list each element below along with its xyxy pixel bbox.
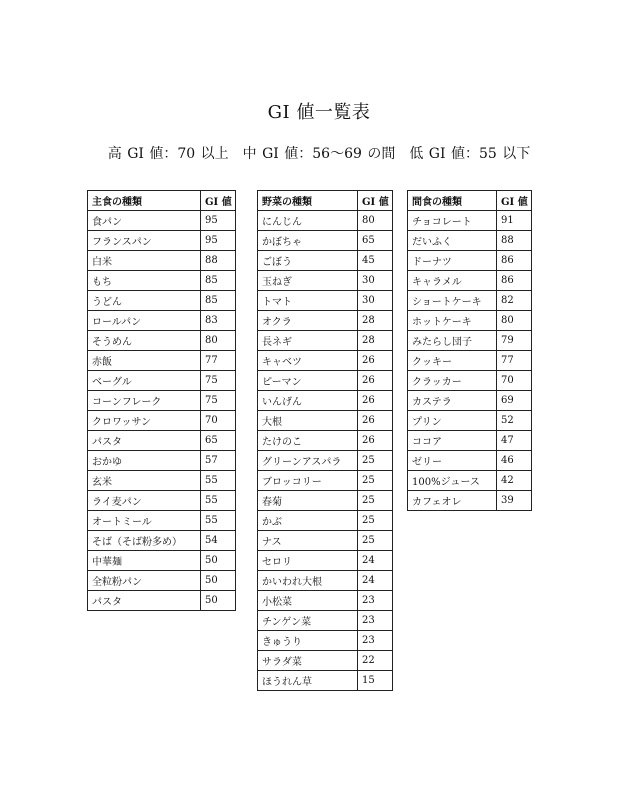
food-name-cell: 大根 bbox=[258, 411, 358, 431]
food-name-cell: かいわれ大根 bbox=[258, 571, 358, 591]
vegetable-table bbox=[257, 190, 393, 691]
table-row bbox=[258, 431, 393, 451]
table-row bbox=[88, 231, 236, 251]
gi-value-cell: 70 bbox=[201, 411, 236, 431]
table-row bbox=[408, 271, 532, 291]
table-row bbox=[408, 331, 532, 351]
gi-value-cell: 15 bbox=[358, 671, 393, 691]
gi-value-cell: 50 bbox=[201, 551, 236, 571]
column-header-type: 間食の種類 bbox=[408, 191, 497, 211]
gi-value-cell: 39 bbox=[497, 491, 532, 511]
food-name-cell: キャラメル bbox=[408, 271, 497, 291]
food-name-cell: 春菊 bbox=[258, 491, 358, 511]
food-name-cell: 小松菜 bbox=[258, 591, 358, 611]
gi-value-cell: 82 bbox=[497, 291, 532, 311]
table-row bbox=[258, 571, 393, 591]
table-row bbox=[408, 231, 532, 251]
food-name-cell: たけのこ bbox=[258, 431, 358, 451]
gi-value-cell: 52 bbox=[497, 411, 532, 431]
table-row bbox=[88, 531, 236, 551]
gi-value-cell: 26 bbox=[358, 431, 393, 451]
food-name-cell: みたらし団子 bbox=[408, 331, 497, 351]
table-row bbox=[88, 311, 236, 331]
food-name-cell: グリーンアスパラ bbox=[258, 451, 358, 471]
table-row bbox=[88, 251, 236, 271]
food-name-cell: 白米 bbox=[88, 251, 201, 271]
food-name-cell: クッキー bbox=[408, 351, 497, 371]
table-row bbox=[408, 371, 532, 391]
table-row bbox=[258, 531, 393, 551]
food-name-cell: もち bbox=[88, 271, 201, 291]
gi-value-cell: 88 bbox=[201, 251, 236, 271]
food-name-cell: チョコレート bbox=[408, 211, 497, 231]
table-row bbox=[408, 391, 532, 411]
gi-value-cell: 80 bbox=[201, 331, 236, 351]
gi-value-cell: 46 bbox=[497, 451, 532, 471]
table-row bbox=[88, 331, 236, 351]
table-row bbox=[88, 391, 236, 411]
table-row bbox=[408, 251, 532, 271]
gi-value-cell: 80 bbox=[358, 211, 393, 231]
gi-value-cell: 26 bbox=[358, 391, 393, 411]
table-row bbox=[258, 451, 393, 471]
page-title: GI 値一覧表 bbox=[267, 102, 371, 123]
food-name-cell: クロワッサン bbox=[88, 411, 201, 431]
food-name-cell: そば（そば粉多め） bbox=[88, 531, 201, 551]
table-row bbox=[258, 511, 393, 531]
food-name-cell: ココア bbox=[408, 431, 497, 451]
gi-value-cell: 86 bbox=[497, 251, 532, 271]
food-name-cell: うどん bbox=[88, 291, 201, 311]
food-name-cell: ゼリー bbox=[408, 451, 497, 471]
table-row bbox=[408, 451, 532, 471]
food-name-cell: ナス bbox=[258, 531, 358, 551]
gi-value-cell: 95 bbox=[201, 231, 236, 251]
gi-legend: 高 GI 値：70 以上 中 GI 値：56〜69 の間 低 GI 値：55 以下 bbox=[107, 146, 531, 162]
table-row bbox=[88, 431, 236, 451]
food-name-cell: ブロッコリー bbox=[258, 471, 358, 491]
food-name-cell: オクラ bbox=[258, 311, 358, 331]
food-name-cell: ロールパン bbox=[88, 311, 201, 331]
gi-value-cell: 83 bbox=[201, 311, 236, 331]
table-row bbox=[408, 291, 532, 311]
food-name-cell: フランスパン bbox=[88, 231, 201, 251]
table-row bbox=[258, 471, 393, 491]
table-row bbox=[408, 351, 532, 371]
table-row bbox=[408, 431, 532, 451]
gi-value-cell: 25 bbox=[358, 471, 393, 491]
food-name-cell: トマト bbox=[258, 291, 358, 311]
table-row bbox=[258, 411, 393, 431]
gi-value-cell: 26 bbox=[358, 411, 393, 431]
food-name-cell: かぶ bbox=[258, 511, 358, 531]
food-name-cell: パスタ bbox=[88, 591, 201, 611]
gi-value-cell: 85 bbox=[201, 271, 236, 291]
food-name-cell: 玉ねぎ bbox=[258, 271, 358, 291]
gi-value-cell: 88 bbox=[497, 231, 532, 251]
table-row bbox=[88, 211, 236, 231]
table-row bbox=[258, 371, 393, 391]
staple-food-table bbox=[87, 190, 236, 611]
food-name-cell: 全粒粉パン bbox=[88, 571, 201, 591]
food-name-cell: かぼちゃ bbox=[258, 231, 358, 251]
food-name-cell: ピーマン bbox=[258, 371, 358, 391]
gi-value-cell: 55 bbox=[201, 471, 236, 491]
food-name-cell: プリン bbox=[408, 411, 497, 431]
column-header-type: 主食の種類 bbox=[88, 191, 201, 211]
food-name-cell: コーンフレーク bbox=[88, 391, 201, 411]
food-name-cell: ドーナツ bbox=[408, 251, 497, 271]
food-name-cell: 食パン bbox=[88, 211, 201, 231]
table-row bbox=[258, 651, 393, 671]
gi-value-cell: 95 bbox=[201, 211, 236, 231]
table-row bbox=[88, 591, 236, 611]
gi-value-cell: 23 bbox=[358, 591, 393, 611]
table-row bbox=[408, 211, 532, 231]
table-row bbox=[408, 411, 532, 431]
food-name-cell: カステラ bbox=[408, 391, 497, 411]
table-row bbox=[258, 311, 393, 331]
table-row bbox=[408, 471, 532, 491]
table-row bbox=[258, 551, 393, 571]
gi-value-cell: 24 bbox=[358, 551, 393, 571]
food-name-cell: オートミール bbox=[88, 511, 201, 531]
table-row bbox=[258, 611, 393, 631]
gi-value-cell: 26 bbox=[358, 371, 393, 391]
table-row bbox=[88, 371, 236, 391]
gi-value-cell: 91 bbox=[497, 211, 532, 231]
table-header-row bbox=[258, 191, 393, 211]
food-name-cell: ライ麦パン bbox=[88, 491, 201, 511]
gi-value-cell: 25 bbox=[358, 491, 393, 511]
table-row bbox=[258, 351, 393, 371]
gi-value-cell: 55 bbox=[201, 491, 236, 511]
table-row bbox=[258, 271, 393, 291]
table-row bbox=[88, 471, 236, 491]
gi-value-cell: 42 bbox=[497, 471, 532, 491]
gi-value-cell: 22 bbox=[358, 651, 393, 671]
column-header-gi: GI 値 bbox=[201, 191, 236, 211]
gi-value-cell: 69 bbox=[497, 391, 532, 411]
table-row bbox=[408, 311, 532, 331]
food-name-cell: だいふく bbox=[408, 231, 497, 251]
gi-value-cell: 85 bbox=[201, 291, 236, 311]
gi-value-cell: 23 bbox=[358, 611, 393, 631]
gi-value-cell: 47 bbox=[497, 431, 532, 451]
gi-value-cell: 25 bbox=[358, 531, 393, 551]
gi-value-cell: 75 bbox=[201, 391, 236, 411]
food-name-cell: にんじん bbox=[258, 211, 358, 231]
table-row bbox=[258, 591, 393, 611]
food-name-cell: ショートケーキ bbox=[408, 291, 497, 311]
food-name-cell: 長ネギ bbox=[258, 331, 358, 351]
gi-value-cell: 30 bbox=[358, 291, 393, 311]
food-name-cell: 玄米 bbox=[88, 471, 201, 491]
gi-value-cell: 54 bbox=[201, 531, 236, 551]
table-row bbox=[258, 391, 393, 411]
table-row bbox=[88, 291, 236, 311]
gi-value-cell: 79 bbox=[497, 331, 532, 351]
gi-value-cell: 50 bbox=[201, 591, 236, 611]
table-row bbox=[88, 551, 236, 571]
gi-value-cell: 50 bbox=[201, 571, 236, 591]
gi-value-cell: 26 bbox=[358, 351, 393, 371]
gi-value-cell: 70 bbox=[497, 371, 532, 391]
gi-value-cell: 45 bbox=[358, 251, 393, 271]
table-header-row bbox=[408, 191, 532, 211]
food-name-cell: セロリ bbox=[258, 551, 358, 571]
table-row bbox=[88, 511, 236, 531]
food-name-cell: 中華麺 bbox=[88, 551, 201, 571]
gi-value-cell: 28 bbox=[358, 311, 393, 331]
food-name-cell: キャベツ bbox=[258, 351, 358, 371]
food-name-cell: ごぼう bbox=[258, 251, 358, 271]
gi-value-cell: 77 bbox=[497, 351, 532, 371]
gi-value-cell: 25 bbox=[358, 451, 393, 471]
gi-value-cell: 23 bbox=[358, 631, 393, 651]
column-header-gi: GI 値 bbox=[497, 191, 532, 211]
table-row bbox=[88, 271, 236, 291]
food-name-cell: ホットケーキ bbox=[408, 311, 497, 331]
table-row bbox=[258, 671, 393, 691]
food-name-cell: サラダ菜 bbox=[258, 651, 358, 671]
food-name-cell: ベーグル bbox=[88, 371, 201, 391]
food-name-cell: カフェオレ bbox=[408, 491, 497, 511]
table-row bbox=[88, 411, 236, 431]
gi-value-cell: 77 bbox=[201, 351, 236, 371]
table-row bbox=[258, 291, 393, 311]
food-name-cell: クラッカー bbox=[408, 371, 497, 391]
gi-value-cell: 75 bbox=[201, 371, 236, 391]
food-name-cell: おかゆ bbox=[88, 451, 201, 471]
gi-value-cell: 57 bbox=[201, 451, 236, 471]
gi-value-cell: 25 bbox=[358, 511, 393, 531]
table-row bbox=[258, 231, 393, 251]
table-row bbox=[88, 351, 236, 371]
table-row bbox=[88, 491, 236, 511]
food-name-cell: パスタ bbox=[88, 431, 201, 451]
table-row bbox=[88, 451, 236, 471]
gi-value-cell: 86 bbox=[497, 271, 532, 291]
food-name-cell: きゅうり bbox=[258, 631, 358, 651]
gi-value-cell: 28 bbox=[358, 331, 393, 351]
table-row bbox=[258, 631, 393, 651]
gi-value-cell: 55 bbox=[201, 511, 236, 531]
table-row bbox=[258, 331, 393, 351]
food-name-cell: ほうれん草 bbox=[258, 671, 358, 691]
table-row bbox=[258, 251, 393, 271]
food-name-cell: いんげん bbox=[258, 391, 358, 411]
snack-table bbox=[407, 190, 532, 511]
gi-value-cell: 65 bbox=[201, 431, 236, 451]
table-row bbox=[258, 211, 393, 231]
food-name-cell: チンゲン菜 bbox=[258, 611, 358, 631]
table-row bbox=[408, 491, 532, 511]
gi-value-cell: 24 bbox=[358, 571, 393, 591]
table-row bbox=[88, 571, 236, 591]
column-header-gi: GI 値 bbox=[358, 191, 393, 211]
food-name-cell: そうめん bbox=[88, 331, 201, 351]
gi-value-cell: 65 bbox=[358, 231, 393, 251]
column-header-type: 野菜の種類 bbox=[258, 191, 358, 211]
table-header-row bbox=[88, 191, 236, 211]
food-name-cell: 赤飯 bbox=[88, 351, 201, 371]
table-row bbox=[258, 491, 393, 511]
gi-value-cell: 30 bbox=[358, 271, 393, 291]
food-name-cell: 100%ジュース bbox=[408, 471, 497, 491]
gi-value-cell: 80 bbox=[497, 311, 532, 331]
